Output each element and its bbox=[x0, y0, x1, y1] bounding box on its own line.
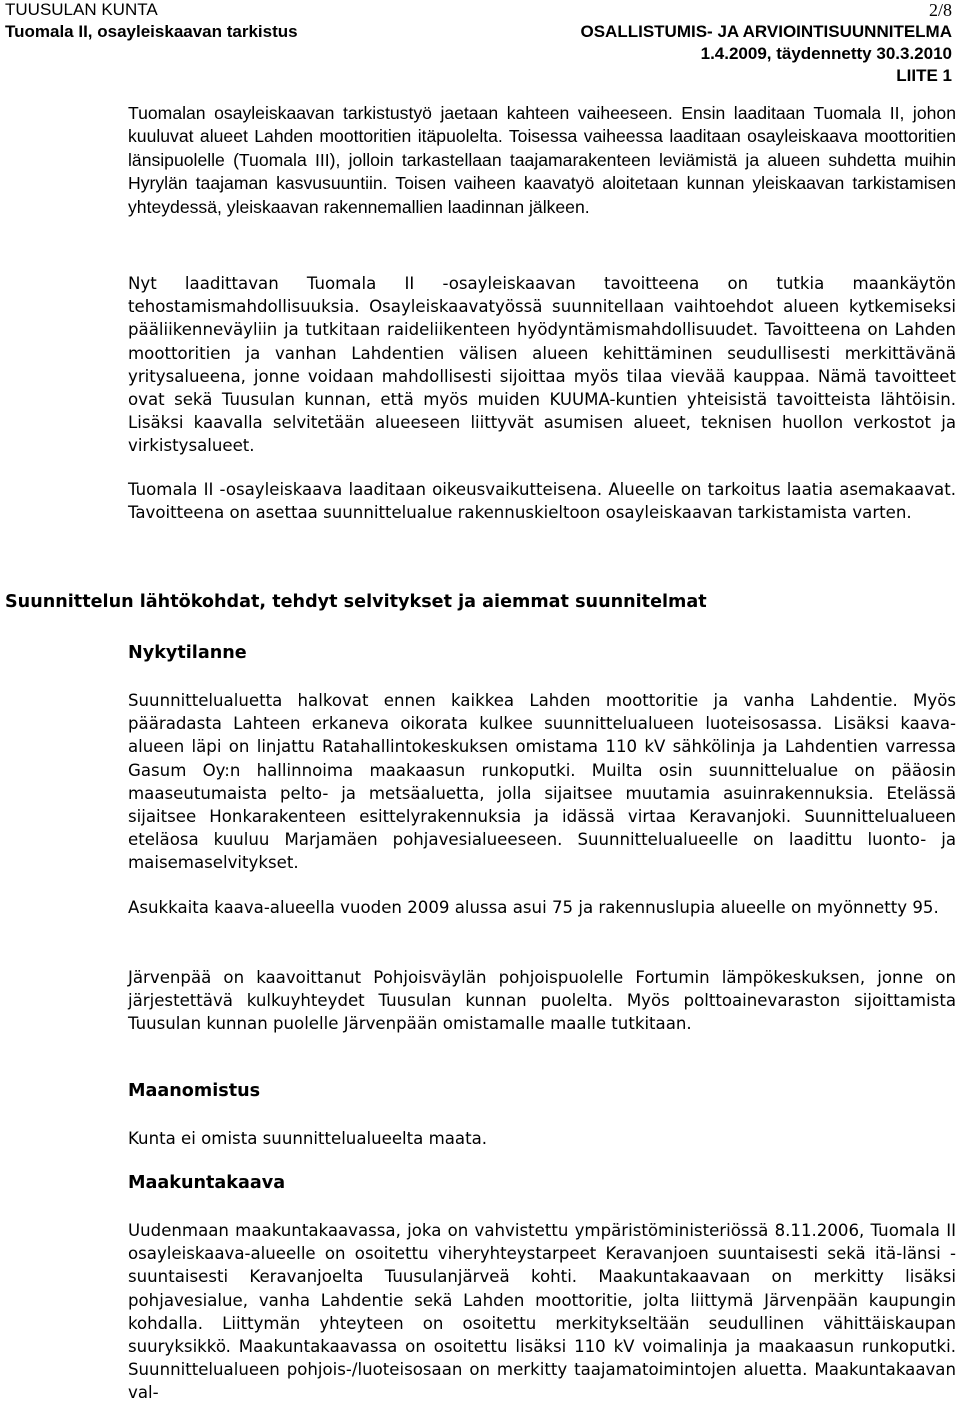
plan-name: Tuomala II, osayleiskaavan tarkistus bbox=[5, 22, 298, 41]
intro-paragraph-2: Nyt laadittavan Tuomala II -osayleiskaavan tavoitteena on tutkia maankäytön tehostamismahdollisuuksia. Osayleiskaavatyössä suunnitellaan vaihtoehdot alueen kytkemiseksi pääliikenneväyliin ja tutkitaan raideliikenteen hyödyntämismahdollisuudet. Tavoitteena on Lahden moottoritien ja vanhan Lahdentien välisen alueen kehittäminen seudullisesti merkittävänä yritysalueena, jonne voidaan mahdollisesti sijoittaa myös tilaa vievää kauppaa. Nämä tavoitteet ovat sekä Tuusulan kunnan, että myös muiden KUUMA-kuntien yhteisistä tavoitteista lähtöisin. Lisäksi kaavalla selvitetään alueeseen liittyvät asumisen alueet, teknisen huollon verkostot ja virkistysalueet. bbox=[128, 274, 956, 456]
subheading-maanomistus: Maanomistus bbox=[128, 1081, 261, 1101]
subheading-maakuntakaava: Maakuntakaava bbox=[128, 1173, 286, 1193]
org-name: TUUSULAN KUNTA bbox=[5, 0, 158, 19]
attachment-label: LIITE 1 bbox=[896, 66, 952, 85]
intro-paragraph-1: Tuomalan osayleiskaavan tarkistustyö jaetaan kahteen vaiheeseen. Ensin laaditaan Tuomala II, johon kuuluvat alueet Lahden moottoritien itäpuolelta. Toisessa vaiheessa laaditaan osayleiskaava moottoritien länsipuolelle (Tuomala III), jolloin tarkastellaan taajamarakenteen leviämistä ja alueen suhdetta muihin Hyrylän taajaman kasvusuuntiin. Toisen vaiheen kaavatyö aloitetaan kunnan yleiskaavan tarkistamisen yhteydessä, yleiskaavan rakennemallien laadinnan jälkeen. bbox=[128, 103, 956, 217]
intro-paragraph-3: Tuomala II -osayleiskaava laaditaan oikeusvaikutteisena. Alueelle on tarkoitus laatia asemakaavat. Tavoitteena on asettaa suunnittelualue rakennuskieltoon osayleiskaavan tarkistamista varten. bbox=[128, 480, 956, 523]
nykytilanne-paragraph-1: Suunnittelualuetta halkovat ennen kaikkea Lahden moottoritie ja vanha Lahdentie. Myös pääradasta Lahteen erkaneva oikorata kulkee suunnittelualueen luoteisosassa. Lisäksi kaava-alueen läpi on linjattu Ratahallintokeskuksen omistama 110 kV sähkölinja ja Lahdentien varressa Gasum Oy:n hallinnoima maakaasun runkoputki. Muilta osin suunnittelualue on pääosin maaseutumaista pelto- ja metsäaluetta, jolla sijaitsee muutamia asuinrakennuksia. Etelässä sijaitsee Honkarakenteen esittelyrakennuksia ja idässä virtaa Keravanjoki. Suunnittelualueen eteläosa kuuluu Marjamäen pohjavesialueeseen. Suunnittelualueelle on laadittu luonto- ja maisemaselvitykset. bbox=[128, 691, 956, 873]
page-number: 2/8 bbox=[928, 0, 952, 20]
section-heading: Suunnittelun lähtökohdat, tehdyt selvitykset ja aiemmat suunnitelmat bbox=[5, 592, 707, 612]
maanomistus-paragraph: Kunta ei omista suunnittelualueelta maata. bbox=[128, 1129, 488, 1148]
nykytilanne-paragraph-3: Järvenpää on kaavoittanut Pohjoisväylän pohjoispuolelle Fortumin lämpökeskuksen, jonne on järjestettävä kulkuyhteydet Tuusulan kunnan puolelta. Myös polttoainevaraston sijoittamista Tuusulan kunnan puolelle Järvenpään omistamalle maalle tutkitaan. bbox=[128, 968, 956, 1034]
document-type: OSALLISTUMIS- JA ARVIOINTISUUNNITELMA bbox=[580, 22, 952, 41]
subheading-nykytilanne: Nykytilanne bbox=[128, 643, 247, 663]
nykytilanne-paragraph-2: Asukkaita kaava-alueella vuoden 2009 alussa asui 75 ja rakennuslupia alueelle on myönnetty 95. bbox=[128, 898, 939, 917]
maakuntakaava-paragraph: Uudenmaan maakuntakaavassa, joka on vahvistettu ympäristöministeriössä 8.11.2006, Tuomala II osayleiskaava-alueelle on osoitettu viheryhteystarpeet Keravanjoen suuntaisesti sekä itä-länsi -suuntaisesti Keravanjoelta Tuusulanjärveä kohti. Maakuntakaavaan on merkitty lisäksi pohjavesialue, vanha Lahdentie sekä Lahden moottoritie, jolta liittymä Järvenpään kaupungin kohdalla. Liittymän yhteyteen on osoitettu merkitykseltään seudullinen vähittäiskaupan suuryksikkö. Maakuntakaavassa on osoitettu lisäksi 110 kV voimalinja ja maakaasun runkoputki. Suunnittelualueen pohjois-/luoteisosaan on merkitty taajamatoimintojen aluetta. Maakuntakaavan val- bbox=[128, 1221, 956, 1403]
document-date: 1.4.2009, täydennetty 30.3.2010 bbox=[700, 44, 952, 63]
